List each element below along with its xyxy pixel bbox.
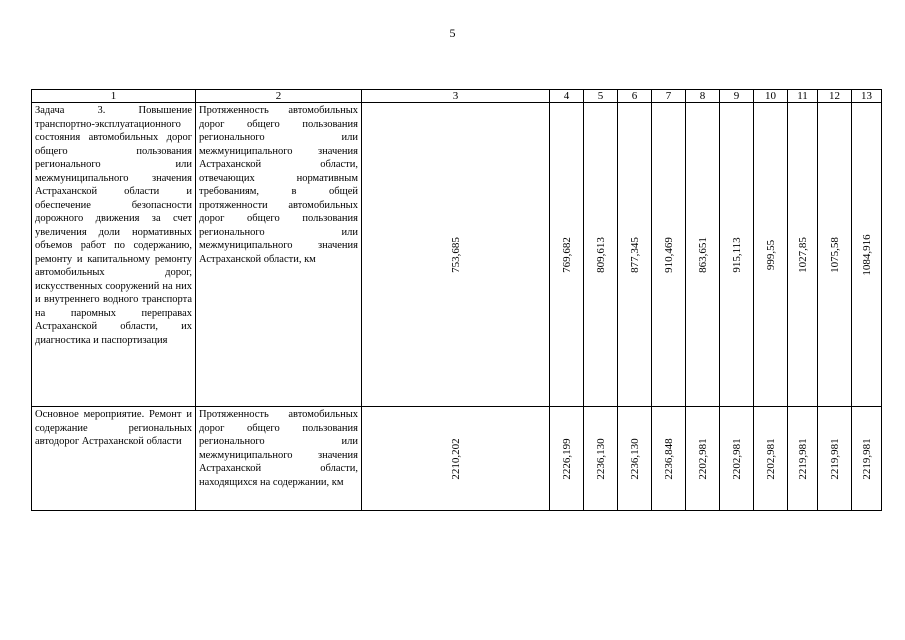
column-header: 6 — [618, 90, 652, 103]
page-number: 5 — [449, 26, 456, 40]
value-cell — [818, 103, 852, 407]
value-cell — [818, 407, 852, 511]
value-cell — [754, 103, 788, 407]
value-cell — [788, 407, 818, 511]
value-text: 2202,981 — [696, 437, 709, 480]
indicator-cell — [196, 407, 362, 511]
value-text: 2219,981 — [860, 437, 873, 480]
task-cell — [32, 407, 196, 511]
value-text: 2202,981 — [764, 437, 777, 480]
value-text: 915,113 — [730, 236, 743, 273]
table-row — [32, 407, 882, 511]
value-text: 2236,130 — [594, 437, 607, 480]
value-cell — [686, 407, 720, 511]
value-text: 769,682 — [560, 236, 573, 273]
value-cell — [652, 407, 686, 511]
column-header: 5 — [584, 90, 618, 103]
value-cell — [618, 407, 652, 511]
value-cell — [720, 103, 754, 407]
value-text: 2219,981 — [796, 437, 809, 480]
value-text: 1075,58 — [828, 236, 841, 273]
column-header: 1 — [32, 90, 196, 103]
indicator-cell — [196, 103, 362, 407]
value-cell — [652, 103, 686, 407]
value-cell — [754, 407, 788, 511]
value-cell — [584, 407, 618, 511]
value-text: 2202,981 — [730, 437, 743, 480]
value-cell — [550, 103, 584, 407]
table-row — [32, 103, 882, 407]
value-text: 999,55 — [764, 239, 777, 270]
value-text: 1027,85 — [796, 236, 809, 273]
column-header: 9 — [720, 90, 754, 103]
value-text: 1084,916 — [860, 233, 873, 276]
task-cell — [32, 103, 196, 407]
value-cell — [686, 103, 720, 407]
value-text: 753,685 — [449, 236, 462, 273]
value-cell — [362, 103, 550, 407]
value-text: 2210,202 — [449, 437, 462, 480]
value-text: 2236,848 — [662, 437, 675, 480]
value-cell — [618, 103, 652, 407]
column-header: 13 — [852, 90, 882, 103]
value-text: 2219,981 — [828, 437, 841, 480]
column-number-row — [32, 90, 882, 103]
column-header: 7 — [652, 90, 686, 103]
value-text: 2226,199 — [560, 437, 573, 480]
value-cell — [720, 407, 754, 511]
value-text: 877,345 — [628, 236, 641, 273]
indicators-table — [31, 89, 882, 511]
column-header: 8 — [686, 90, 720, 103]
value-cell — [362, 407, 550, 511]
column-header: 2 — [196, 90, 362, 103]
indicator-text: Протяженность автомобильных дорог общего пользования регионального или межмуниципального значения Астраханской области, находящихся на содержании, км — [199, 409, 358, 488]
column-header: 3 — [362, 90, 550, 103]
column-header: 10 — [754, 90, 788, 103]
value-cell — [550, 407, 584, 511]
column-header: 4 — [550, 90, 584, 103]
task-text: Основное мероприятие. Ремонт и содержание региональных автодорог Астраханской области — [35, 409, 192, 447]
column-header: 11 — [788, 90, 818, 103]
value-text: 809,613 — [594, 236, 607, 273]
value-text: 910,469 — [662, 236, 675, 273]
task-text: Задача 3. Повышение транспортно-эксплуатационного состояния автомобильных дорог общего пользования регионального или межмуниципального значения Астраханской области и обеспечение безопасности дорожного движения за счет увеличения доли нормативных объемов работ по содержанию, ремонту и капитальному ремонту автомобильных дорог, искусственных сооружений на них и внутреннего водного транспорта на паромных переправах Астраханской области, их диагностика и паспортизация — [35, 105, 192, 346]
value-cell — [852, 407, 882, 511]
value-cell — [584, 103, 618, 407]
value-text: 863,651 — [696, 236, 709, 273]
column-header: 12 — [818, 90, 852, 103]
value-cell — [788, 103, 818, 407]
value-text: 2236,130 — [628, 437, 641, 480]
indicator-text: Протяженность автомобильных дорог общего пользования регионального или межмуниципального значения Астраханской области, отвечающих нормативным требованиям, в общей протяженности автомобильных дорог общего пользования регионального или межмуниципального значения Астраханской области, км — [199, 105, 358, 265]
value-cell — [852, 103, 882, 407]
